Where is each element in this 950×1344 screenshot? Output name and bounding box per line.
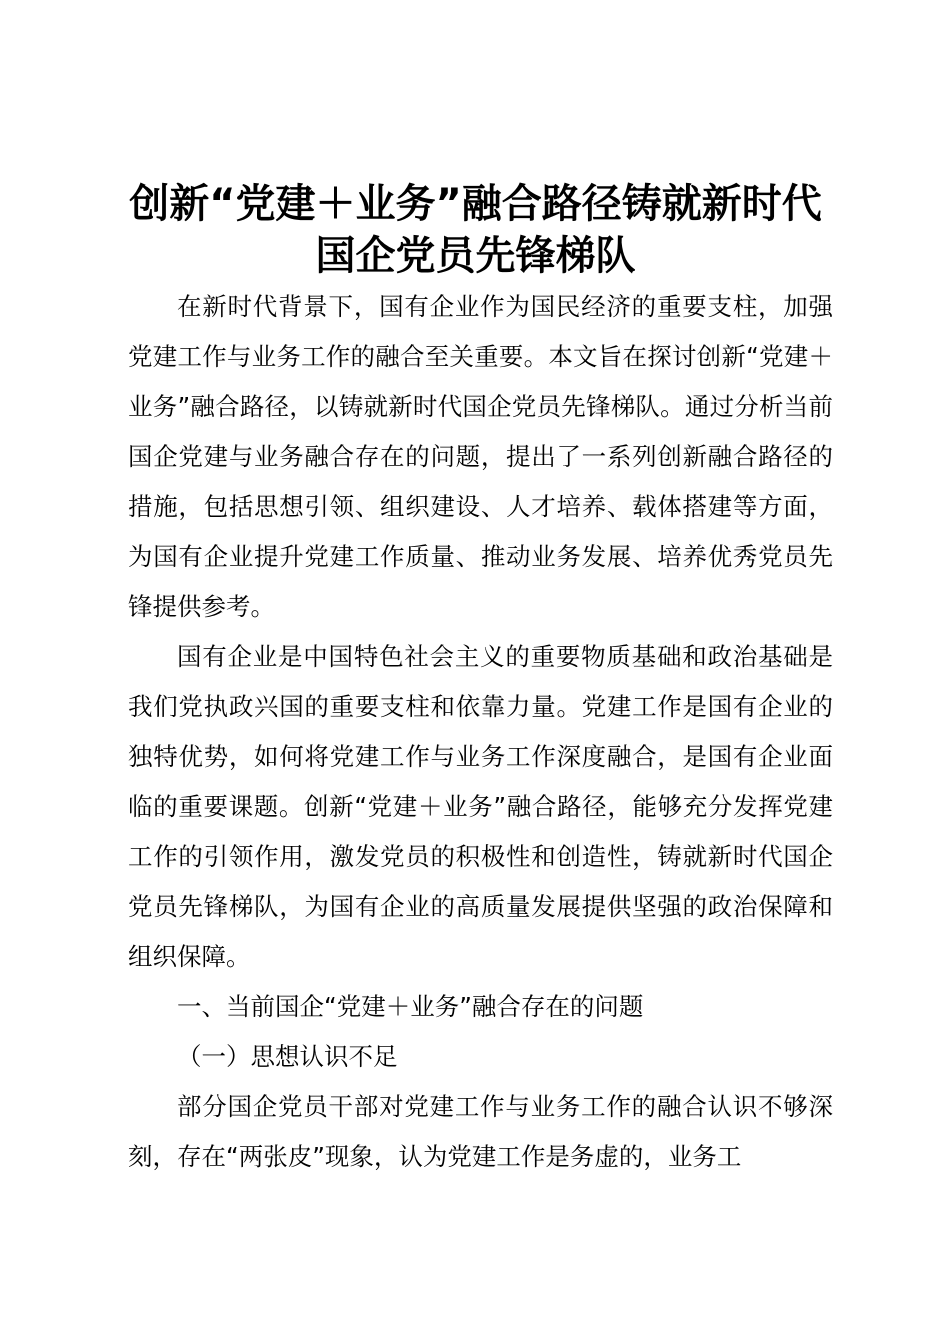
section-heading: 一、当前国企“党建＋业务”融合存在的问题 — [177, 992, 644, 1021]
paragraph-body: 部分国企党员干部对党建工作与业务工作的融合认识不够深刻，存在“两张皮”现象，认为党建工作是务虚的，业务工 — [128, 1092, 833, 1171]
subsection-heading: （一）思想认识不足 — [177, 1042, 398, 1071]
paragraph-introduction: 国有企业是中国特色社会主义的重要物质基础和政治基础是我们党执政兴国的重要支柱和依靠力量。党建工作是国有企业的独特优势，如何将党建工作与业务工作深度融合，是国有企业面临的重要课题。创新“党建＋业务”融合路径，能够充分发挥党建工作的引领作用，激发党员的积极性和创造性，铸就新时代国企党员先锋梯队，为国有企业的高质量发展提供坚强的政治保障和组织保障。 — [128, 642, 833, 971]
document-title: 创新“党建＋业务”融合路径铸就新时代国企党员先锋梯队 — [129, 181, 822, 279]
paragraph-abstract: 在新时代背景下，国有企业作为国民经济的重要支柱，加强党建工作与业务工作的融合至关重要。本文旨在探讨创新“党建＋业务”融合路径，以铸就新时代国企党员先锋梯队。通过分析当前国企党建与业务融合存在的问题，提出了一系列创新融合路径的措施，包括思想引领、组织建设、人才培养、载体搭建等方面，为国有企业提升党建工作质量、推动业务发展、培养优秀党员先锋提供参考。 — [128, 292, 833, 621]
document-body — [128, 282, 833, 1182]
